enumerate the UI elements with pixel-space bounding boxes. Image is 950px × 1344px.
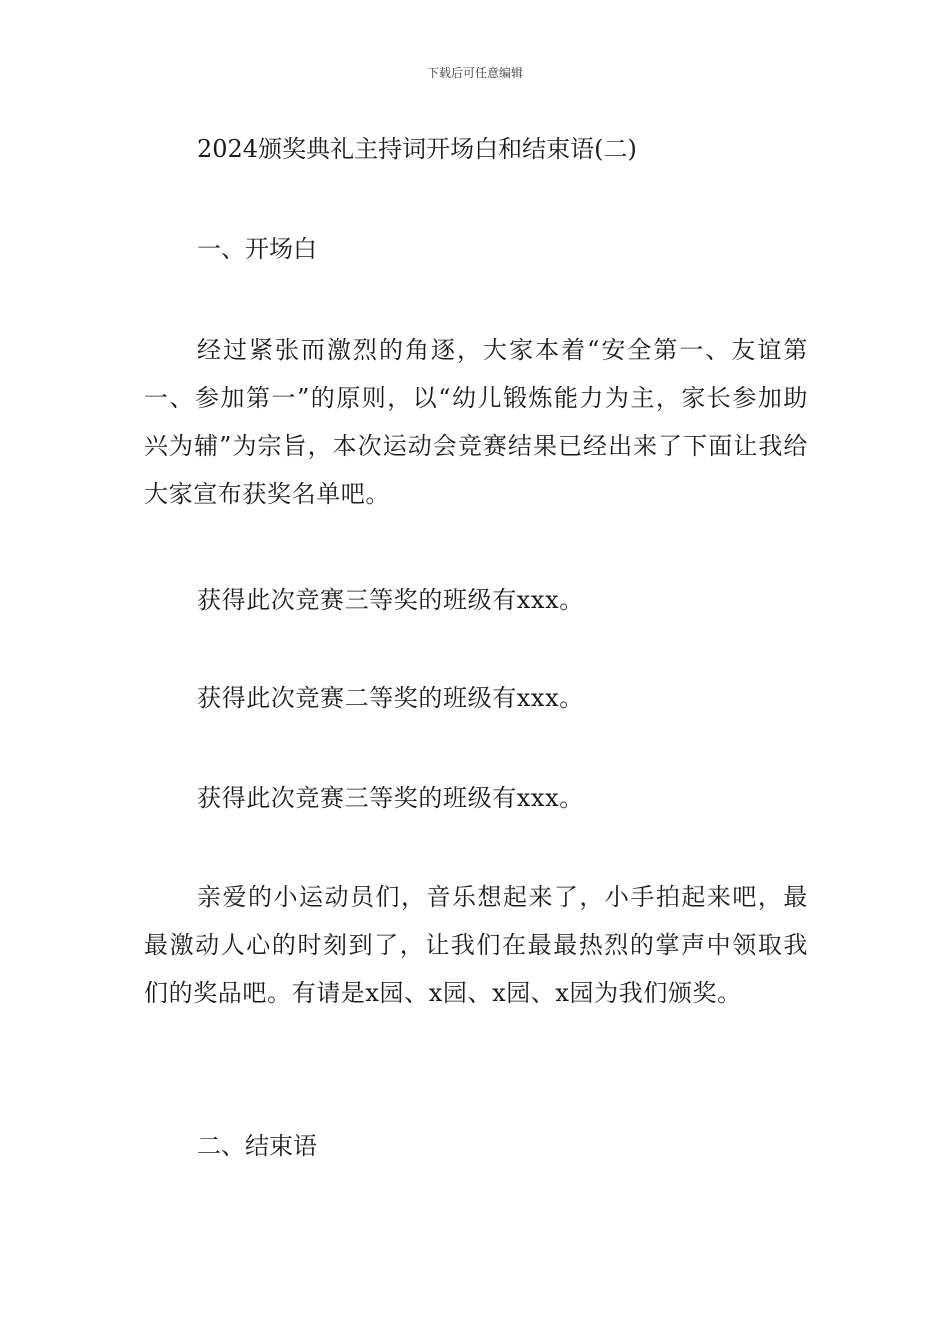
- section-heading-opening: 一、开场白: [197, 235, 317, 263]
- section-heading-closing: 二、结束语: [197, 1132, 317, 1160]
- header-note: 下载后可任意编辑: [426, 66, 523, 80]
- award-line-1: 获得此次竞赛三等奖的班级有xxx。: [197, 586, 584, 614]
- award-line-2: 获得此次竞赛二等奖的班级有xxx。: [197, 684, 584, 712]
- opening-intro-paragraph: 经过紧张而激烈的角逐，大家本着“安全第一、友谊第一、参加第一”的原则，以“幼儿锻炼能力为主，家长参加助兴为辅”为宗旨，本次运动会竞赛结果已经出来了下面让我给大家宣布获奖名单吧。: [144, 336, 808, 508]
- document-title: 2024颁奖典礼主持词开场白和结束语(二): [197, 135, 637, 163]
- award-line-3: 获得此次竞赛三等奖的班级有xxx。: [197, 784, 584, 812]
- opening-closing-paragraph: 亲爱的小运动员们，音乐想起来了，小手拍起来吧，最最激动人心的时刻到了，让我们在最最热烈的掌声中领取我们的奖品吧。有请是x园、x园、x园、x园为我们颁奖。: [144, 883, 808, 1007]
